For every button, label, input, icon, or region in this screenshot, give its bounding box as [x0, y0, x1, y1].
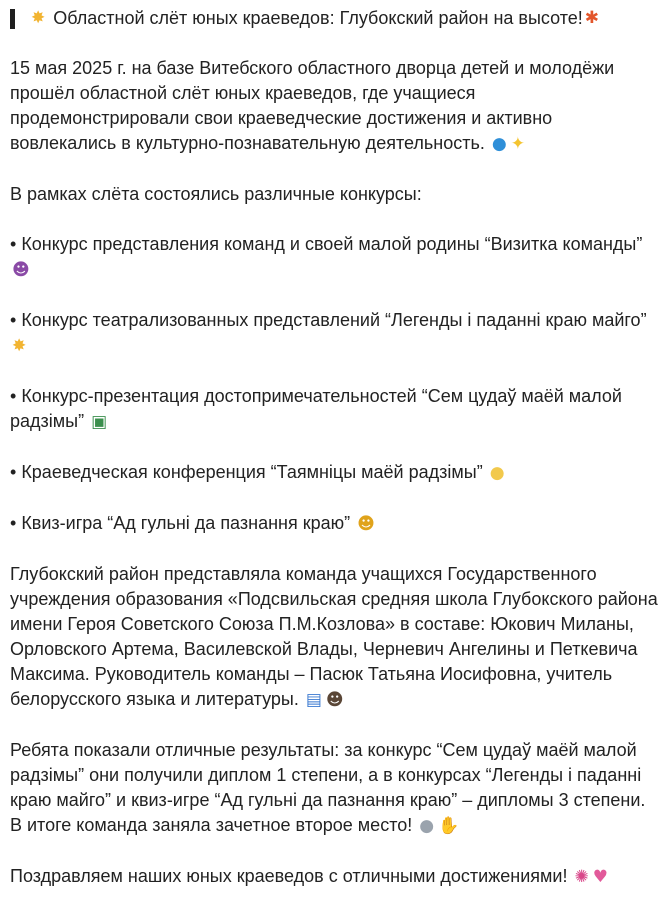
glowing-star-icon: ✸	[12, 336, 27, 356]
post-body	[10, 6, 658, 915]
closing-text: Поздравляем наших юных краеведов с отличными достижениями!	[10, 866, 568, 886]
light-bulb-icon: ●	[489, 463, 505, 483]
list-item: • Конкурс представления команд и своей малой родины “Визитка команды” ☻	[10, 232, 658, 283]
contest-item-text: Конкурс театрализованных представлений “Легенды і паданні краю майго”	[21, 310, 647, 330]
list-item: • Конкурс-презентация достопримечательностей “Сем цудаў маёй малой радзімы” ▣	[10, 384, 658, 435]
list-item: • Краеведческая конференция “Таямніцы маёй радзімы” ●	[10, 460, 658, 486]
post-title	[10, 6, 658, 31]
party-popper-icon: ✱	[584, 8, 600, 28]
sparkling-heart-icon: ♥	[592, 867, 608, 887]
post-title-text: Областной слёт юных краеведов: Глубокский район на высоте!	[53, 8, 583, 28]
sunglasses-face-icon: ☻	[357, 514, 375, 534]
list-item: • Квиз-игра “Ад гульні да пазнання краю” ☻	[10, 511, 658, 537]
contest-item-text: Краеведческая конференция “Таямніцы маёй радзімы”	[21, 462, 483, 482]
performing-arts-icon: ☻	[12, 260, 30, 280]
second-place-medal-icon: ●	[419, 816, 435, 836]
contest-item-text: Конкурс представления команд и своей малой родины “Визитка команды”	[21, 234, 643, 254]
confetti-ball-icon: ✺	[574, 867, 589, 887]
clapping-hands-icon: ✋	[438, 816, 460, 836]
title-accent-bar	[10, 9, 15, 29]
team-text: Глубокский район представляла команда учащихся Государственного учреждения образования «Подсвильская средняя школа Глубокского района имени Героя Советского Союза П.М.Козлова» в составе: Юкович Миланы, Орловского Артема, Василевской Влады, Черневич Ангелины и Петкевича Максима. Руководитель команды – Пасюк Татьяна Иосифовна, учитель белорусского языка и литературы.	[10, 564, 658, 709]
results-text: Ребята показали отличные результаты: за конкурс “Сем цудаў маёй малой радзімы” они получили диплом 1 степени, а в конкурсах “Легенды і паданні краю майго” и квиз-игре “Ад гульні да пазнання краю” – дипломы 3 степени. В итоге команда заняла зачетное второе место!	[10, 740, 646, 835]
framed-picture-icon: ▣	[91, 412, 108, 432]
globe-icon: ●	[491, 134, 507, 154]
contest-item-text: Конкурс-презентация достопримечательностей “Сем цудаў маёй малой радзімы”	[10, 386, 622, 431]
intro-text: 15 мая 2025 г. на базе Витебского областного дворца детей и молодёжи прошёл областной слёт юных краеведов, где учащиеся продемонстрировали свои краеведческие достижения и активно вовлекались в культурно-познавательную деятельность.	[10, 58, 615, 153]
results-paragraph	[10, 738, 658, 839]
teacher-icon: ☻	[325, 690, 344, 710]
books-icon: ▤	[305, 690, 322, 710]
sparkles-icon: ✦	[510, 134, 525, 154]
team-paragraph	[10, 562, 658, 713]
intro-paragraph	[10, 56, 658, 157]
list-item: • Конкурс театрализованных представлений “Легенды і паданні краю майго” ✸	[10, 308, 658, 359]
contests-intro: В рамках слёта состоялись различные конкурсы:	[10, 184, 422, 204]
closing-paragraph	[10, 864, 658, 890]
contest-item-text: Квиз-игра “Ад гульні да пазнання краю”	[21, 513, 351, 533]
glowing-star-icon: ✸	[31, 8, 46, 28]
